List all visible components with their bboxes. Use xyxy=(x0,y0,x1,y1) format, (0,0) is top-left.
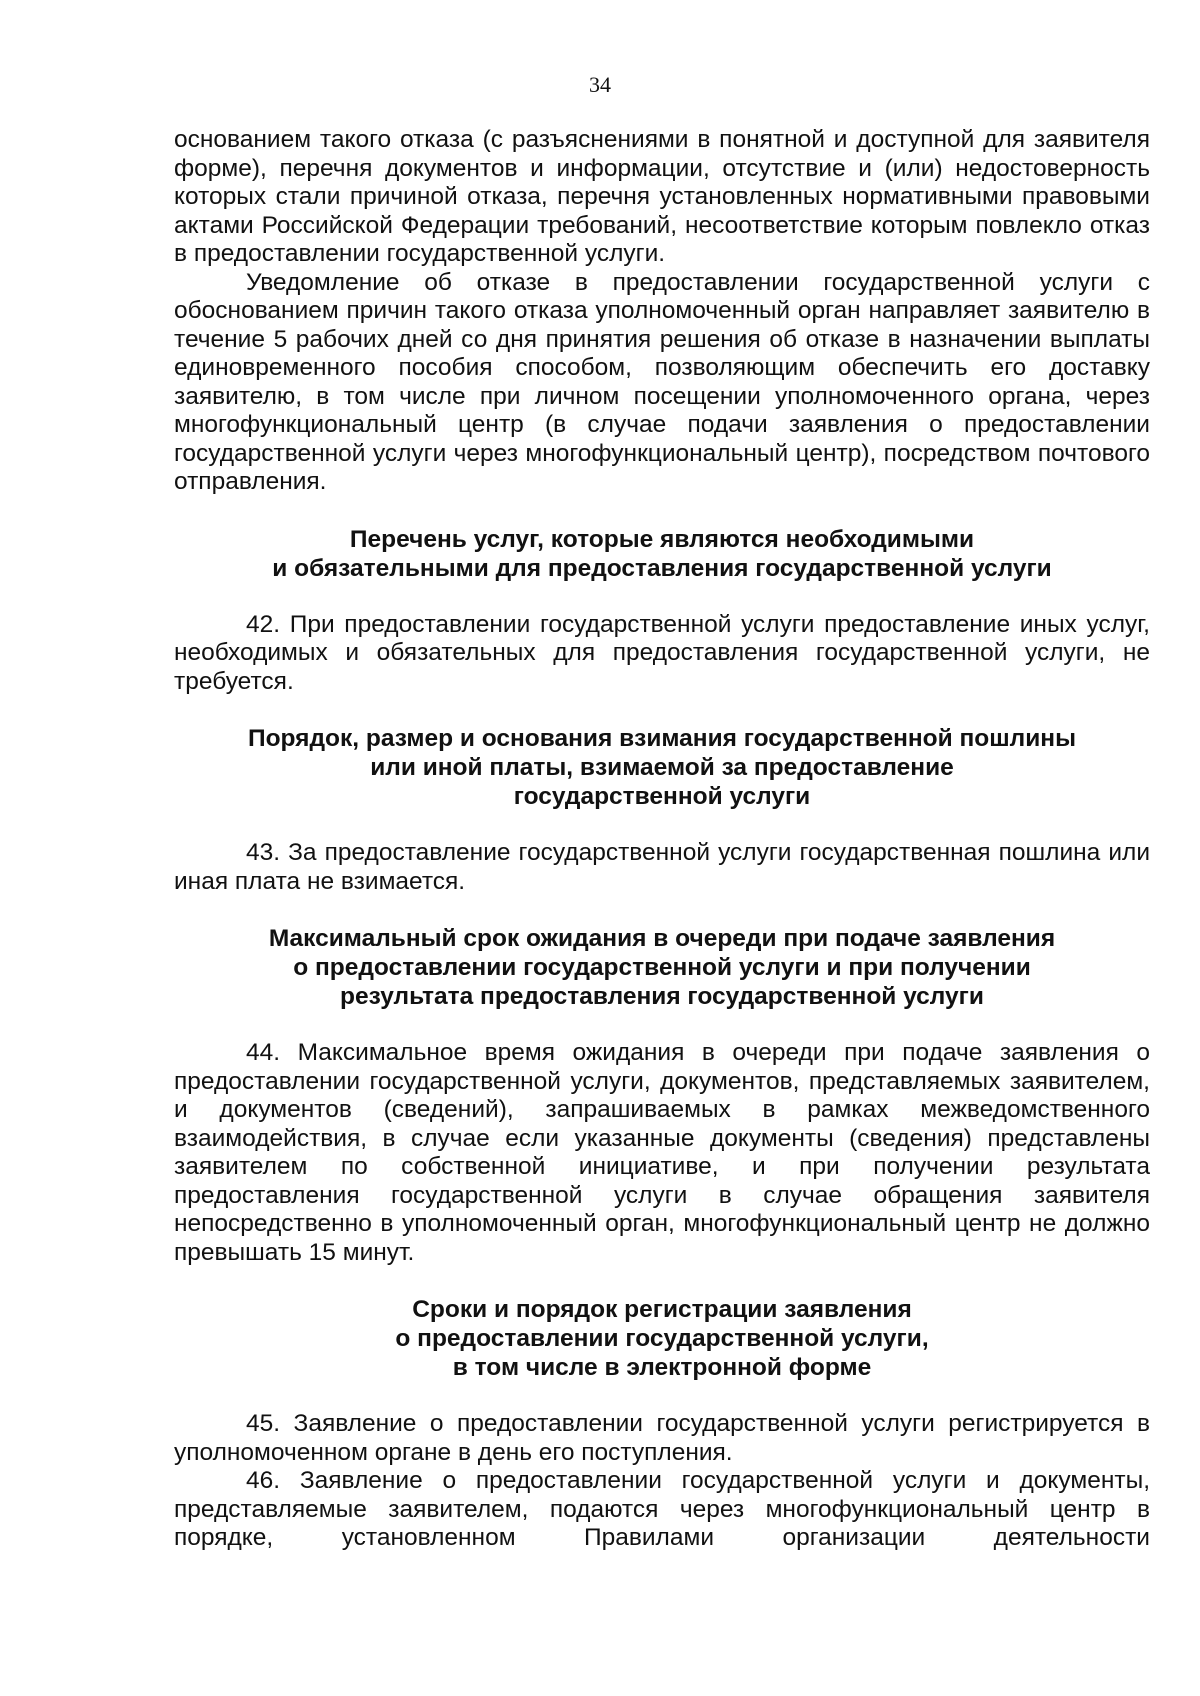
heading-line: о предоставлении государственной услуги, xyxy=(395,1325,929,1352)
paragraph-46: 46. Заявление о предоставлении государственной услуги и документы, представляемые заявителем, подаются через многофункциональный центр в порядке, установленном Правилами организации деятельности xyxy=(174,1467,1150,1551)
heading-line: и обязательными для предоставления государственной услуги xyxy=(272,554,1052,582)
heading-line: Сроки и порядок регистрации заявления xyxy=(412,1296,912,1323)
document-body xyxy=(174,126,1150,1553)
heading-line: результата предоставления государственной услуги xyxy=(340,983,984,1010)
heading-line: Максимальный срок ожидания в очереди при подаче заявления xyxy=(268,925,1056,952)
page-number: 34 xyxy=(589,72,611,97)
paragraph-43: 43. За предоставление государственной услуги государственная пошлина или иная плата не взимается. xyxy=(174,839,1150,895)
heading-state-fee xyxy=(174,724,1150,811)
heading-line: Порядок, размер и основания взимания государственной пошлины xyxy=(247,725,1077,752)
heading-line: государственной услуги xyxy=(513,783,811,810)
heading-queue-time xyxy=(174,924,1150,1011)
heading-required-services xyxy=(174,525,1150,583)
heading-line: Перечень услуг, которые являются необходимыми xyxy=(349,525,975,553)
paragraph-45: 45. Заявление о предоставлении государственной услуги регистрируется в уполномоченном органе в день его поступления. xyxy=(174,1410,1150,1466)
heading-line: или иной платы, взимаемой за предоставление xyxy=(370,754,954,781)
paragraph-42: 42. При предоставлении государственной услуги предоставление иных услуг, необходимых и обязательных для предоставления государственной услуги, не требуется. xyxy=(174,610,1150,695)
paragraph-continuation: основанием такого отказа (с разъяснениями в понятной и доступной для заявителя форме), перечня документов и информации, отсутствие и (или) недостоверность которых стали причиной отказа, перечня установленных нормативными правовыми актами Российской Федерации требований, несоответствие которым повлекло отказ в предоставлении государственной услуги. xyxy=(174,126,1150,267)
heading-line: в том числе в электронной форме xyxy=(452,1354,872,1381)
paragraph-refusal-notice: Уведомление об отказе в предоставлении государственной услуги с обоснованием причин такого отказа уполномоченный орган направляет заявителю в течение 5 рабочих дней со дня принятия решения об отказе в назначении выплаты единовременного пособия способом, позволяющим обеспечить его доставку заявителю, в том числе при личном посещении уполномоченного органа, через многофункциональный центр (в случае подачи заявления о предоставлении государственной услуги через многофункциональный центр), посредством почтового отправления. xyxy=(174,268,1150,495)
heading-registration xyxy=(174,1295,1150,1382)
paragraph-44: 44. Максимальное время ожидания в очереди при подаче заявления о предоставлении государственной услуги, документов, представляемых заявителем, и документов (сведений), запрашиваемых в рамках межведомственного взаимодействия, в случае если указанные документы (сведения) представлены заявителем по собственной инициативе, и при получении результата предоставления государственной услуги в случае обращения заявителя непосредственно в уполномоченный орган, многофункциональный центр не должно превышать 15 минут. xyxy=(174,1039,1150,1266)
heading-line: о предоставлении государственной услуги и при получении xyxy=(293,954,1031,981)
